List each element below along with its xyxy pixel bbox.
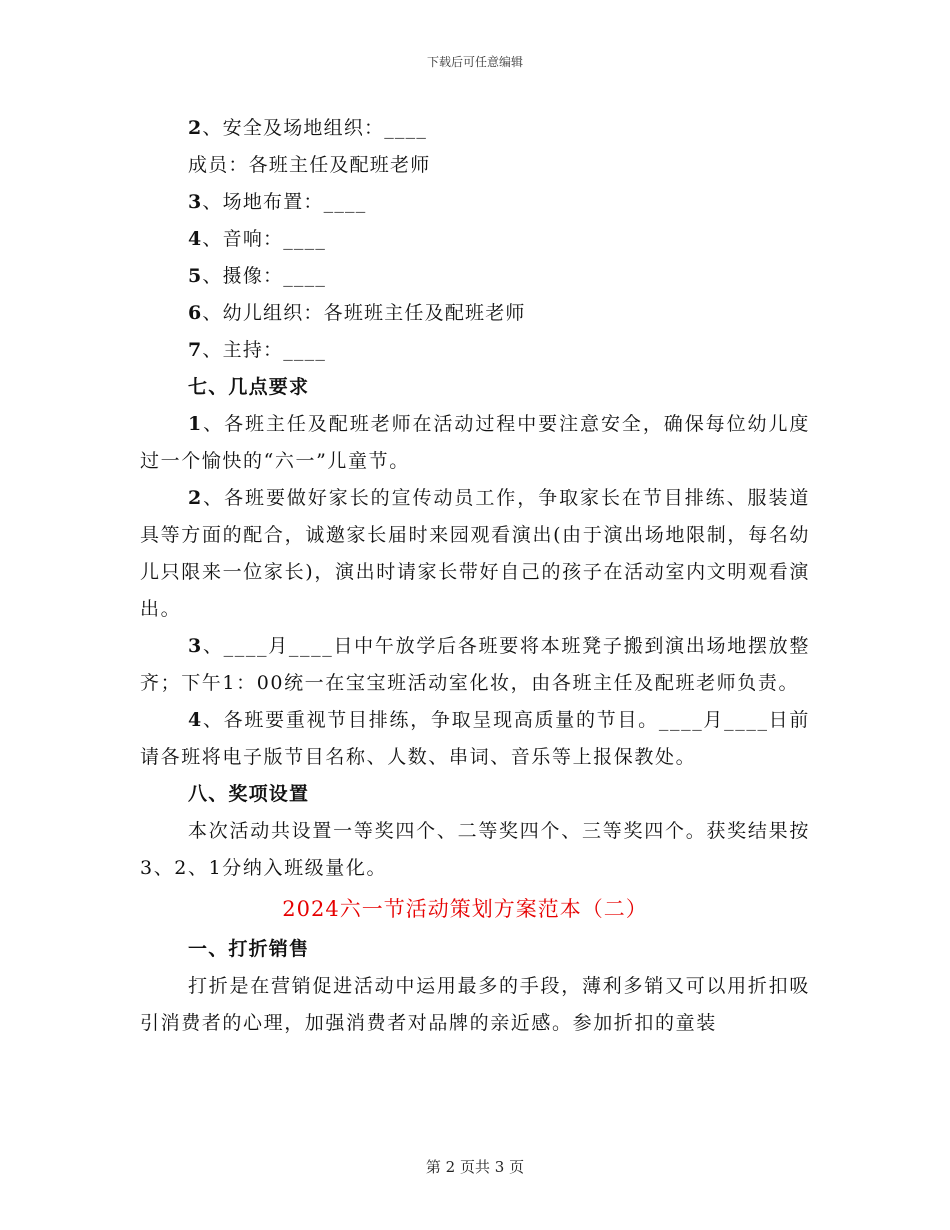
requirement-4: 4、各班要重视节目排练，争取呈现高质量的节目。____月____日前请各班将电子版节目名称、人数、串词、音乐等上报保教处。 (140, 709, 810, 768)
list-item-safety (140, 110, 810, 147)
item-number: 4 (188, 228, 203, 250)
section-heading-requirements: 七、几点要求 (188, 376, 310, 398)
item-number: 6 (188, 302, 203, 324)
item-text: 、音响：____ (202, 228, 327, 250)
awards-paragraph: 本次活动共设置一等奖四个、二等奖四个、三等奖四个。获奖结果按3、2、1分纳入班级量化。 (140, 820, 810, 879)
discount-paragraph: 打折是在营销促进活动中运用最多的手段，薄利多销又可以用折扣吸引消费者的心理，加强消费者对品牌的亲近感。参加折扣的童装 (140, 975, 810, 1034)
list-item-members (140, 147, 810, 184)
item-text: 、主持：____ (202, 339, 327, 361)
item-number: 7 (188, 339, 203, 361)
item-text: 、安全及场地组织：____ (202, 117, 428, 139)
list-item-children (140, 295, 810, 332)
item-text: 成员：各班主任及配班老师 (188, 154, 431, 176)
list-item-host (140, 332, 810, 369)
item-number: 2 (188, 117, 203, 139)
requirement-3: 3、____月____日中午放学后各班要将本班凳子搬到演出场地摆放整齐；下午1：00统一在宝宝班活动室化妆，由各班主任及配班老师负责。 (140, 635, 810, 694)
page-footer: 第 2 页共 3 页 (425, 1158, 525, 1176)
document-title: 2024六一节活动策划方案范本（二） (282, 897, 648, 921)
document-body (140, 110, 810, 1042)
item-number: 5 (188, 265, 203, 287)
item-number: 3 (188, 191, 203, 213)
list-item-venue (140, 184, 810, 221)
item-text: 、幼儿组织：各班班主任及配班老师 (202, 302, 526, 324)
section-heading-discount: 一、打折销售 (188, 938, 310, 960)
item-text: 、场地布置：____ (202, 191, 367, 213)
list-item-camera (140, 258, 810, 295)
requirement-1: 1、各班主任及配班老师在活动过程中要注意安全，确保每位幼儿度过一个愉快的“六一”儿童节。 (140, 413, 810, 472)
list-item-audio (140, 221, 810, 258)
item-text: 、摄像：____ (202, 265, 327, 287)
requirement-2: 2、各班要做好家长的宣传动员工作，争取家长在节目排练、服装道具等方面的配合，诚邀家长届时来园观看演出(由于演出场地限制，每名幼儿只限来一位家长)，演出时请家长带好自己的孩子在活动室内文明观看演出。 (140, 487, 810, 620)
section-heading-awards: 八、奖项设置 (188, 783, 310, 805)
page-header: 下载后可任意编辑 (426, 55, 523, 69)
